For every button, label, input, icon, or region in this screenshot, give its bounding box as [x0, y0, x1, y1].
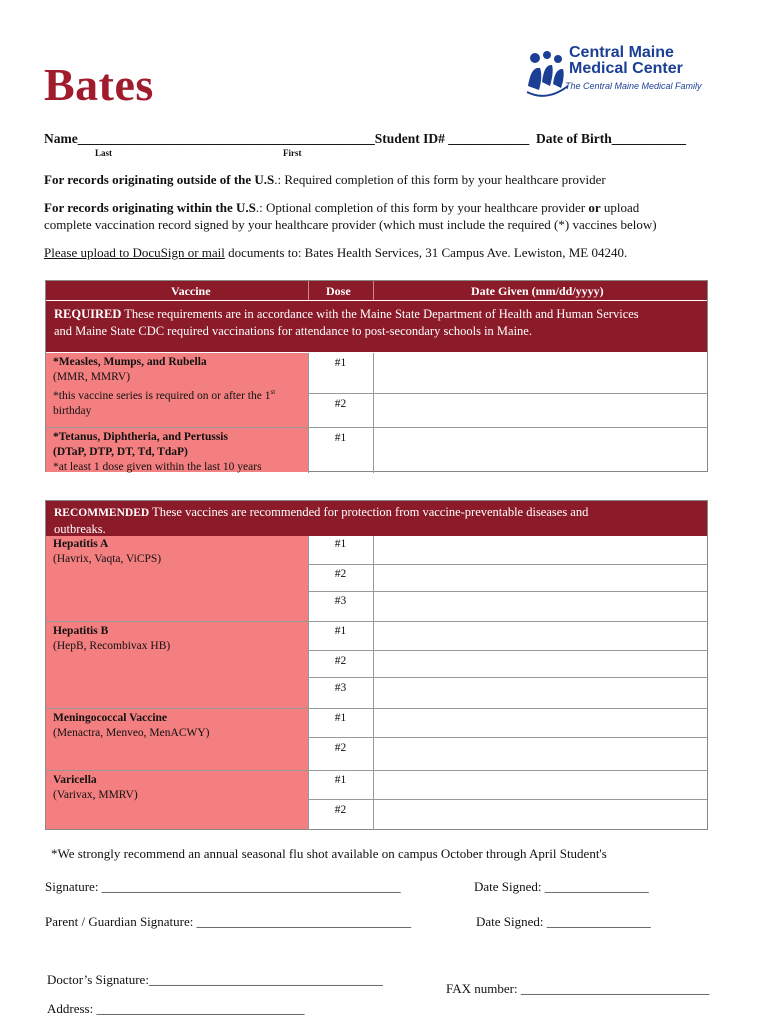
hepb-date-2-input[interactable] — [374, 651, 707, 677]
cmmc-logo-line2: Medical Center — [569, 60, 683, 77]
hepa-date-3-input[interactable] — [374, 592, 707, 621]
mening-vaccine-label: Meningococcal Vaccine (Menactra, Menveo, MenACWY) — [53, 712, 210, 739]
hepb-dose-3: #3 — [334, 682, 347, 694]
mmr-date-2-input[interactable] — [374, 394, 707, 427]
col-header-date: Date Given (mm/dd/yyyy) — [471, 284, 604, 298]
table-header-row — [46, 281, 707, 300]
student-date-signed-field[interactable]: Date Signed: ________________ — [474, 879, 649, 894]
tdap-vaccine-label: *Tetanus, Diphtheria, and Pertussis (DTaP, DTP, DT, Td, TdaP) *at least 1 dose given within the last 10 years — [53, 431, 262, 473]
mening-dose-2: #2 — [334, 742, 347, 754]
docusign-link[interactable]: Please upload to DocuSign or mail — [44, 245, 225, 260]
hepa-dose-3: #3 — [334, 595, 347, 607]
bates-logo: Bates — [44, 59, 154, 110]
parent-date-signed-field[interactable]: Date Signed: ________________ — [476, 914, 651, 929]
mening-date-1-input[interactable] — [374, 709, 707, 737]
outside-us-instruction: For records originating outside of the U.S.: Required completion of this form by your healthcare provider — [44, 172, 606, 187]
varicella-vaccine-label: Varicella (Varivax, MMRV) — [53, 774, 138, 801]
hepb-dose-2: #2 — [334, 655, 347, 667]
people-logo-icon — [525, 46, 569, 102]
required-vaccine-table — [45, 280, 708, 472]
mmr-vaccine-label: *Measles, Mumps, and Rubella (MMR, MMRV) *this vaccine series is required on or after the 1st birthday — [53, 356, 276, 417]
tdap-dose-1: #1 — [334, 432, 347, 444]
varicella-date-2-input[interactable] — [374, 800, 707, 829]
address-field[interactable]: Address: ________________________________ — [47, 1001, 305, 1016]
col-header-vaccine: Vaccine — [171, 284, 211, 298]
first-sublabel: First — [283, 148, 302, 158]
hepb-dose-1: #1 — [334, 625, 347, 637]
within-us-instruction-line2: complete vaccination record signed by your healthcare provider (which must include the required (*) vaccines below) — [44, 217, 657, 232]
recommended-banner: RECOMMENDED These vaccines are recommended for protection from vaccine-preventable diseases and outbreaks. — [46, 501, 707, 536]
recommended-vaccine-table — [45, 500, 708, 830]
mmr-date-1-input[interactable] — [374, 353, 707, 393]
varicella-date-1-input[interactable] — [374, 771, 707, 799]
hepa-dose-1: #1 — [334, 538, 347, 550]
last-sublabel: Last — [95, 148, 113, 158]
varicella-dose-1: #1 — [334, 774, 347, 786]
required-banner: REQUIRED These requirements are in accordance with the Maine State Department of Health and Human Services and Maine State CDC required vaccinations for attendance to post-secondary schools in Maine. — [46, 301, 707, 352]
within-us-instruction: For records originating within the U.S.: Optional completion of this form by your healthcare provider or upload — [44, 200, 640, 215]
cmmc-logo — [525, 44, 725, 108]
upload-instruction: Please upload to DocuSign or mail documents to: Bates Health Services, 31 Campus Ave. Lewiston, ME 04240. — [44, 245, 628, 260]
student-signature-field[interactable]: Signature: ______________________________________________ — [45, 879, 401, 894]
hepa-date-2-input[interactable] — [374, 565, 707, 591]
student-id-field[interactable]: Student ID# ____________ — [374, 131, 530, 146]
varicella-dose-2: #2 — [334, 804, 347, 816]
hepa-dose-2: #2 — [334, 568, 347, 580]
hepb-vaccine-label: Hepatitis B (HepB, Recombivax HB) — [53, 625, 171, 652]
cmmc-logo-line1: Central Maine — [569, 44, 674, 61]
mmr-dose-1: #1 — [334, 357, 347, 369]
doctor-signature-field[interactable]: Doctor’s Signature:____________________________________ — [47, 972, 383, 987]
hepa-vaccine-label: Hepatitis A (Havrix, Vaqta, ViCPS) — [53, 538, 162, 565]
col-header-dose: Dose — [326, 284, 351, 298]
parent-signature-field[interactable]: Parent / Guardian Signature: _________________________________ — [45, 914, 412, 929]
name-row — [44, 131, 686, 147]
name-field[interactable]: Name____________________________________________ — [44, 131, 375, 146]
hepb-date-1-input[interactable] — [374, 622, 707, 650]
mening-dose-1: #1 — [334, 712, 347, 724]
tdap-date-1-input[interactable] — [374, 428, 707, 472]
hepa-date-1-input[interactable] — [374, 537, 707, 564]
fax-number-field[interactable]: FAX number: _____________________________ — [446, 981, 710, 996]
flu-shot-note: *We strongly recommend an annual seasonal flu shot available on campus October through April Student's — [51, 846, 607, 861]
cmmc-logo-tagline: The Central Maine Medical Family — [565, 81, 702, 91]
mmr-dose-2: #2 — [334, 398, 347, 410]
hepb-date-3-input[interactable] — [374, 678, 707, 708]
mening-date-2-input[interactable] — [374, 738, 707, 770]
dob-field[interactable]: Date of Birth___________ — [536, 131, 687, 146]
